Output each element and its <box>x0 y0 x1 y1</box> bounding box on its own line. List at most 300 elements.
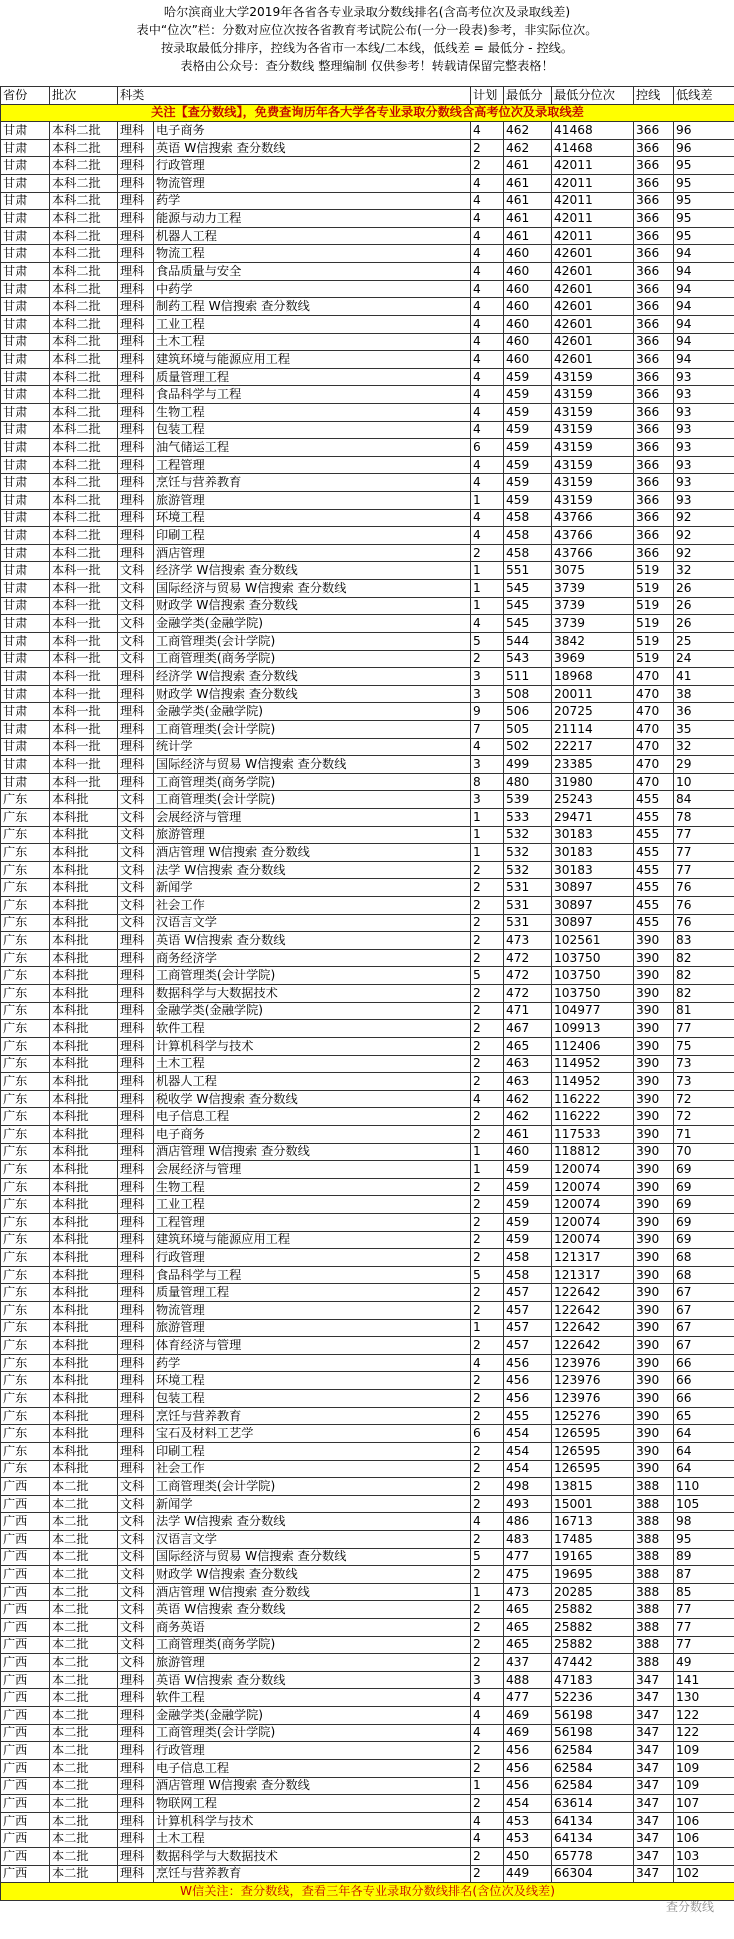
cell-plan: 4 <box>471 527 504 545</box>
table-row <box>1 1478 734 1496</box>
cell-province: 甘肃 <box>1 192 50 210</box>
cell-plan: 4 <box>471 351 504 369</box>
cell-plan: 1 <box>471 844 504 862</box>
cell-min-score: 544 <box>504 632 552 650</box>
cell-batch: 本科批 <box>50 1425 118 1443</box>
table-row <box>1 315 734 333</box>
table-row <box>1 492 734 510</box>
table-row <box>1 1178 734 1196</box>
cell-control-line: 388 <box>634 1654 674 1672</box>
cell-batch: 本科一批 <box>50 632 118 650</box>
cell-min-score: 539 <box>504 791 552 809</box>
cell-min-rank: 118812 <box>552 1143 634 1161</box>
cell-plan: 2 <box>471 1249 504 1267</box>
cell-min-score: 457 <box>504 1337 552 1355</box>
cell-line-diff: 69 <box>674 1196 734 1214</box>
cell-min-rank: 114952 <box>552 1073 634 1091</box>
cell-control-line: 366 <box>634 263 674 281</box>
cell-min-rank: 120074 <box>552 1178 634 1196</box>
cell-plan: 2 <box>471 897 504 915</box>
cell-line-diff: 83 <box>674 932 734 950</box>
cell-min-score: 506 <box>504 703 552 721</box>
cell-min-rank: 104977 <box>552 1002 634 1020</box>
cell-control-line: 347 <box>634 1707 674 1725</box>
cell-line-diff: 67 <box>674 1284 734 1302</box>
cell-province: 广东 <box>1 1319 50 1337</box>
footer-banner: W信关注：查分数线，查看三年各专业录取分数线排名(含位次及线差) <box>1 1883 734 1901</box>
cell-province: 甘肃 <box>1 351 50 369</box>
cell-batch: 本科批 <box>50 1407 118 1425</box>
cell-min-rank: 103750 <box>552 949 634 967</box>
cell-control-line: 390 <box>634 1231 674 1249</box>
cell-control-line: 366 <box>634 439 674 457</box>
cell-min-rank: 121317 <box>552 1266 634 1284</box>
cell-category: 文科 <box>118 1548 154 1566</box>
cell-major: 环境工程 <box>154 509 471 527</box>
cell-plan: 1 <box>471 1161 504 1179</box>
cell-province: 广西 <box>1 1495 50 1513</box>
cell-batch: 本科批 <box>50 1249 118 1267</box>
cell-control-line: 388 <box>634 1548 674 1566</box>
cell-category: 理科 <box>118 1143 154 1161</box>
cell-min-rank: 43159 <box>552 421 634 439</box>
table-row <box>1 421 734 439</box>
cell-province: 广西 <box>1 1865 50 1883</box>
cell-major: 电子商务 <box>154 1125 471 1143</box>
col-header-plan: 计划 <box>471 87 504 105</box>
cell-line-diff: 92 <box>674 544 734 562</box>
cell-plan: 4 <box>471 421 504 439</box>
cell-min-score: 465 <box>504 1619 552 1637</box>
cell-category: 理科 <box>118 1020 154 1038</box>
cell-min-rank: 47442 <box>552 1654 634 1672</box>
cell-line-diff: 96 <box>674 139 734 157</box>
table-row <box>1 1442 734 1460</box>
cell-plan: 2 <box>471 932 504 950</box>
cell-line-diff: 64 <box>674 1460 734 1478</box>
cell-batch: 本科批 <box>50 1372 118 1390</box>
cell-min-score: 532 <box>504 826 552 844</box>
cell-category: 理科 <box>118 1460 154 1478</box>
cell-category: 理科 <box>118 1196 154 1214</box>
cell-category: 理科 <box>118 386 154 404</box>
cell-province: 广东 <box>1 1196 50 1214</box>
cell-province: 广东 <box>1 1090 50 1108</box>
table-row <box>1 1372 734 1390</box>
cell-province: 广东 <box>1 1037 50 1055</box>
cell-province: 甘肃 <box>1 245 50 263</box>
cell-category: 理科 <box>118 1337 154 1355</box>
cell-min-rank: 62584 <box>552 1759 634 1777</box>
cell-line-diff: 102 <box>674 1865 734 1883</box>
cell-category: 理科 <box>118 1037 154 1055</box>
cell-min-rank: 17485 <box>552 1530 634 1548</box>
cell-plan: 2 <box>471 1302 504 1320</box>
cell-control-line: 366 <box>634 192 674 210</box>
cell-province: 甘肃 <box>1 632 50 650</box>
cell-min-rank: 47183 <box>552 1671 634 1689</box>
cell-plan: 2 <box>471 1196 504 1214</box>
cell-category: 理科 <box>118 315 154 333</box>
cell-min-rank: 123976 <box>552 1372 634 1390</box>
table-row <box>1 844 734 862</box>
cell-min-rank: 13815 <box>552 1478 634 1496</box>
table-row <box>1 456 734 474</box>
cell-major: 能源与动力工程 <box>154 210 471 228</box>
cell-min-rank: 56198 <box>552 1724 634 1742</box>
cell-batch: 本科二批 <box>50 421 118 439</box>
cell-category: 文科 <box>118 1478 154 1496</box>
cell-plan: 4 <box>471 280 504 298</box>
cell-category: 理科 <box>118 527 154 545</box>
cell-plan: 1 <box>471 808 504 826</box>
cell-category: 理科 <box>118 703 154 721</box>
table-row <box>1 1530 734 1548</box>
cell-control-line: 366 <box>634 333 674 351</box>
cell-plan: 4 <box>471 1090 504 1108</box>
cell-major: 会展经济与管理 <box>154 1161 471 1179</box>
cell-min-rank: 42011 <box>552 227 634 245</box>
cell-batch: 本科二批 <box>50 315 118 333</box>
cell-major: 金融学类(金融学院) <box>154 615 471 633</box>
cell-major: 质量管理工程 <box>154 368 471 386</box>
cell-min-rank: 109913 <box>552 1020 634 1038</box>
cell-plan: 4 <box>471 615 504 633</box>
cell-major: 食品科学与工程 <box>154 386 471 404</box>
cell-batch: 本科一批 <box>50 685 118 703</box>
cell-min-score: 473 <box>504 932 552 950</box>
cell-min-rank: 116222 <box>552 1090 634 1108</box>
cell-category: 文科 <box>118 844 154 862</box>
cell-control-line: 390 <box>634 1390 674 1408</box>
cell-batch: 本科批 <box>50 1442 118 1460</box>
cell-province: 甘肃 <box>1 703 50 721</box>
cell-min-score: 531 <box>504 897 552 915</box>
cell-control-line: 390 <box>634 1266 674 1284</box>
cell-province: 广西 <box>1 1777 50 1795</box>
cell-min-rank: 29471 <box>552 808 634 826</box>
table-row <box>1 509 734 527</box>
cell-min-score: 488 <box>504 1671 552 1689</box>
cell-line-diff: 130 <box>674 1689 734 1707</box>
cell-category: 理科 <box>118 756 154 774</box>
cell-control-line: 390 <box>634 1073 674 1091</box>
cell-major: 商务英语 <box>154 1619 471 1637</box>
cell-major: 国际经济与贸易 W信搜索 查分数线 <box>154 1548 471 1566</box>
cell-category: 理科 <box>118 439 154 457</box>
cell-control-line: 390 <box>634 1020 674 1038</box>
notice-row <box>1 104 734 122</box>
cell-plan: 4 <box>471 1812 504 1830</box>
cell-major: 建筑环境与能源应用工程 <box>154 1231 471 1249</box>
cell-line-diff: 71 <box>674 1125 734 1143</box>
cell-batch: 本科二批 <box>50 192 118 210</box>
cell-plan: 2 <box>471 1037 504 1055</box>
table-row <box>1 1196 734 1214</box>
cell-min-score: 462 <box>504 1090 552 1108</box>
cell-line-diff: 35 <box>674 720 734 738</box>
cell-batch: 本科批 <box>50 949 118 967</box>
cell-min-score: 532 <box>504 844 552 862</box>
cell-province: 广东 <box>1 1407 50 1425</box>
cell-control-line: 390 <box>634 1143 674 1161</box>
cell-control-line: 366 <box>634 175 674 193</box>
cell-batch: 本科二批 <box>50 527 118 545</box>
table-row <box>1 1689 734 1707</box>
table-row <box>1 227 734 245</box>
cell-line-diff: 89 <box>674 1548 734 1566</box>
cell-min-score: 460 <box>504 245 552 263</box>
cell-batch: 本科批 <box>50 1266 118 1284</box>
cell-category: 理科 <box>118 456 154 474</box>
cell-plan: 2 <box>471 1759 504 1777</box>
cell-control-line: 470 <box>634 773 674 791</box>
cell-control-line: 366 <box>634 509 674 527</box>
table-row <box>1 474 734 492</box>
cell-plan: 4 <box>471 1724 504 1742</box>
cell-control-line: 366 <box>634 227 674 245</box>
cell-batch: 本二批 <box>50 1495 118 1513</box>
cell-plan: 2 <box>471 1372 504 1390</box>
cell-batch: 本二批 <box>50 1795 118 1813</box>
cell-category: 理科 <box>118 1442 154 1460</box>
cell-plan: 2 <box>471 914 504 932</box>
cell-category: 理科 <box>118 985 154 1003</box>
cell-min-score: 460 <box>504 1143 552 1161</box>
cell-min-score: 533 <box>504 808 552 826</box>
table-row <box>1 1214 734 1232</box>
cell-batch: 本科批 <box>50 1284 118 1302</box>
cell-min-score: 460 <box>504 298 552 316</box>
table-row <box>1 263 734 281</box>
cell-province: 甘肃 <box>1 615 50 633</box>
cell-line-diff: 66 <box>674 1390 734 1408</box>
cell-major: 行政管理 <box>154 1742 471 1760</box>
cell-major: 经济学 W信搜索 查分数线 <box>154 668 471 686</box>
cell-plan: 2 <box>471 1055 504 1073</box>
cell-plan: 4 <box>471 474 504 492</box>
cell-line-diff: 76 <box>674 914 734 932</box>
cell-batch: 本二批 <box>50 1689 118 1707</box>
table-row <box>1 967 734 985</box>
cell-control-line: 347 <box>634 1724 674 1742</box>
cell-min-score: 477 <box>504 1548 552 1566</box>
cell-plan: 5 <box>471 1266 504 1284</box>
cell-line-diff: 64 <box>674 1425 734 1443</box>
cell-category: 理科 <box>118 1689 154 1707</box>
table-row <box>1 897 734 915</box>
cell-min-rank: 42011 <box>552 175 634 193</box>
cell-control-line: 455 <box>634 861 674 879</box>
cell-min-rank: 117533 <box>552 1125 634 1143</box>
table-row <box>1 668 734 686</box>
cell-line-diff: 69 <box>674 1161 734 1179</box>
cell-plan: 3 <box>471 791 504 809</box>
cell-min-rank: 43159 <box>552 368 634 386</box>
table-row <box>1 245 734 263</box>
cell-category: 理科 <box>118 1671 154 1689</box>
cell-min-rank: 41468 <box>552 139 634 157</box>
cell-line-diff: 67 <box>674 1337 734 1355</box>
cell-min-score: 456 <box>504 1354 552 1372</box>
cell-min-score: 460 <box>504 333 552 351</box>
cell-min-rank: 63614 <box>552 1795 634 1813</box>
cell-control-line: 366 <box>634 298 674 316</box>
table-row <box>1 1161 734 1179</box>
cell-major: 财政学 W信搜索 查分数线 <box>154 597 471 615</box>
cell-line-diff: 98 <box>674 1513 734 1531</box>
cell-line-diff: 49 <box>674 1654 734 1672</box>
cell-plan: 1 <box>471 492 504 510</box>
cell-min-rank: 125276 <box>552 1407 634 1425</box>
cell-min-score: 543 <box>504 650 552 668</box>
cell-province: 甘肃 <box>1 650 50 668</box>
table-row <box>1 192 734 210</box>
cell-plan: 2 <box>471 1865 504 1883</box>
cell-line-diff: 76 <box>674 897 734 915</box>
cell-line-diff: 75 <box>674 1037 734 1055</box>
cell-province: 甘肃 <box>1 280 50 298</box>
cell-province: 广东 <box>1 861 50 879</box>
cell-min-score: 460 <box>504 315 552 333</box>
cell-category: 文科 <box>118 861 154 879</box>
table-row <box>1 1249 734 1267</box>
cell-control-line: 390 <box>634 1354 674 1372</box>
table-row <box>1 1055 734 1073</box>
cell-batch: 本科二批 <box>50 474 118 492</box>
cell-province: 广西 <box>1 1830 50 1848</box>
cell-line-diff: 141 <box>674 1671 734 1689</box>
cell-major: 工商管理类(会计学院) <box>154 967 471 985</box>
cell-plan: 3 <box>471 668 504 686</box>
cell-batch: 本二批 <box>50 1847 118 1865</box>
cell-control-line: 366 <box>634 386 674 404</box>
cell-major: 酒店管理 W信搜索 查分数线 <box>154 1143 471 1161</box>
cell-plan: 4 <box>471 1513 504 1531</box>
table-row <box>1 351 734 369</box>
cell-province: 甘肃 <box>1 562 50 580</box>
cell-control-line: 519 <box>634 650 674 668</box>
cell-batch: 本二批 <box>50 1812 118 1830</box>
cell-category: 理科 <box>118 351 154 369</box>
cell-min-rank: 43159 <box>552 403 634 421</box>
cell-control-line: 519 <box>634 580 674 598</box>
cell-province: 广西 <box>1 1759 50 1777</box>
table-row <box>1 439 734 457</box>
cell-min-score: 459 <box>504 474 552 492</box>
cell-category: 理科 <box>118 773 154 791</box>
table-row <box>1 1548 734 1566</box>
cell-min-rank: 3739 <box>552 580 634 598</box>
cell-min-rank: 41468 <box>552 122 634 140</box>
cell-category: 理科 <box>118 298 154 316</box>
cell-plan: 1 <box>471 1583 504 1601</box>
cell-control-line: 347 <box>634 1830 674 1848</box>
table-row <box>1 738 734 756</box>
cell-control-line: 366 <box>634 210 674 228</box>
cell-province: 甘肃 <box>1 333 50 351</box>
cell-province: 广东 <box>1 949 50 967</box>
cell-min-rank: 62584 <box>552 1777 634 1795</box>
cell-plan: 4 <box>471 386 504 404</box>
cell-province: 甘肃 <box>1 139 50 157</box>
cell-line-diff: 93 <box>674 492 734 510</box>
cell-plan: 2 <box>471 1231 504 1249</box>
admission-score-table <box>0 86 734 1901</box>
cell-category: 理科 <box>118 1707 154 1725</box>
cell-category: 理科 <box>118 1108 154 1126</box>
cell-line-diff: 94 <box>674 333 734 351</box>
cell-province: 广东 <box>1 1390 50 1408</box>
cell-min-rank: 3739 <box>552 597 634 615</box>
cell-min-rank: 31980 <box>552 773 634 791</box>
cell-category: 理科 <box>118 474 154 492</box>
cell-major: 物流管理 <box>154 175 471 193</box>
cell-line-diff: 26 <box>674 597 734 615</box>
cell-min-rank: 19695 <box>552 1566 634 1584</box>
cell-major: 社会工作 <box>154 897 471 915</box>
cell-control-line: 366 <box>634 403 674 421</box>
cell-control-line: 390 <box>634 1002 674 1020</box>
cell-min-score: 531 <box>504 914 552 932</box>
cell-plan: 2 <box>471 879 504 897</box>
notice-banner: 关注【查分数线】，免费查询历年各大学各专业录取分数线含高考位次及录取线差 <box>1 104 734 122</box>
cell-min-score: 486 <box>504 1513 552 1531</box>
col-header-batch: 批次 <box>50 87 118 105</box>
cell-plan: 4 <box>471 509 504 527</box>
cell-category: 文科 <box>118 1583 154 1601</box>
cell-control-line: 390 <box>634 985 674 1003</box>
table-row <box>1 720 734 738</box>
cell-batch: 本科批 <box>50 1302 118 1320</box>
cell-major: 汉语言文学 <box>154 914 471 932</box>
cell-major: 社会工作 <box>154 1460 471 1478</box>
table-row <box>1 298 734 316</box>
table-row <box>1 1636 734 1654</box>
cell-category: 文科 <box>118 826 154 844</box>
cell-category: 理科 <box>118 333 154 351</box>
cell-control-line: 390 <box>634 1196 674 1214</box>
cell-min-rank: 23385 <box>552 756 634 774</box>
cell-control-line: 388 <box>634 1583 674 1601</box>
cell-min-score: 461 <box>504 175 552 193</box>
cell-min-score: 459 <box>504 1161 552 1179</box>
cell-plan: 1 <box>471 1143 504 1161</box>
cell-category: 文科 <box>118 1619 154 1637</box>
cell-category: 文科 <box>118 914 154 932</box>
cell-plan: 4 <box>471 122 504 140</box>
table-row <box>1 879 734 897</box>
cell-min-score: 461 <box>504 227 552 245</box>
cell-batch: 本科批 <box>50 1037 118 1055</box>
cell-category: 理科 <box>118 1249 154 1267</box>
cell-category: 文科 <box>118 580 154 598</box>
cell-control-line: 519 <box>634 632 674 650</box>
cell-major: 工商管理类(商务学院) <box>154 1636 471 1654</box>
cell-category: 理科 <box>118 421 154 439</box>
cell-batch: 本科二批 <box>50 227 118 245</box>
cell-plan: 4 <box>471 333 504 351</box>
cell-plan: 2 <box>471 861 504 879</box>
cell-line-diff: 70 <box>674 1143 734 1161</box>
cell-category: 文科 <box>118 808 154 826</box>
cell-plan: 2 <box>471 1742 504 1760</box>
cell-plan: 1 <box>471 1777 504 1795</box>
cell-plan: 2 <box>471 1284 504 1302</box>
cell-plan: 2 <box>471 1214 504 1232</box>
cell-province: 广东 <box>1 914 50 932</box>
cell-min-score: 493 <box>504 1495 552 1513</box>
